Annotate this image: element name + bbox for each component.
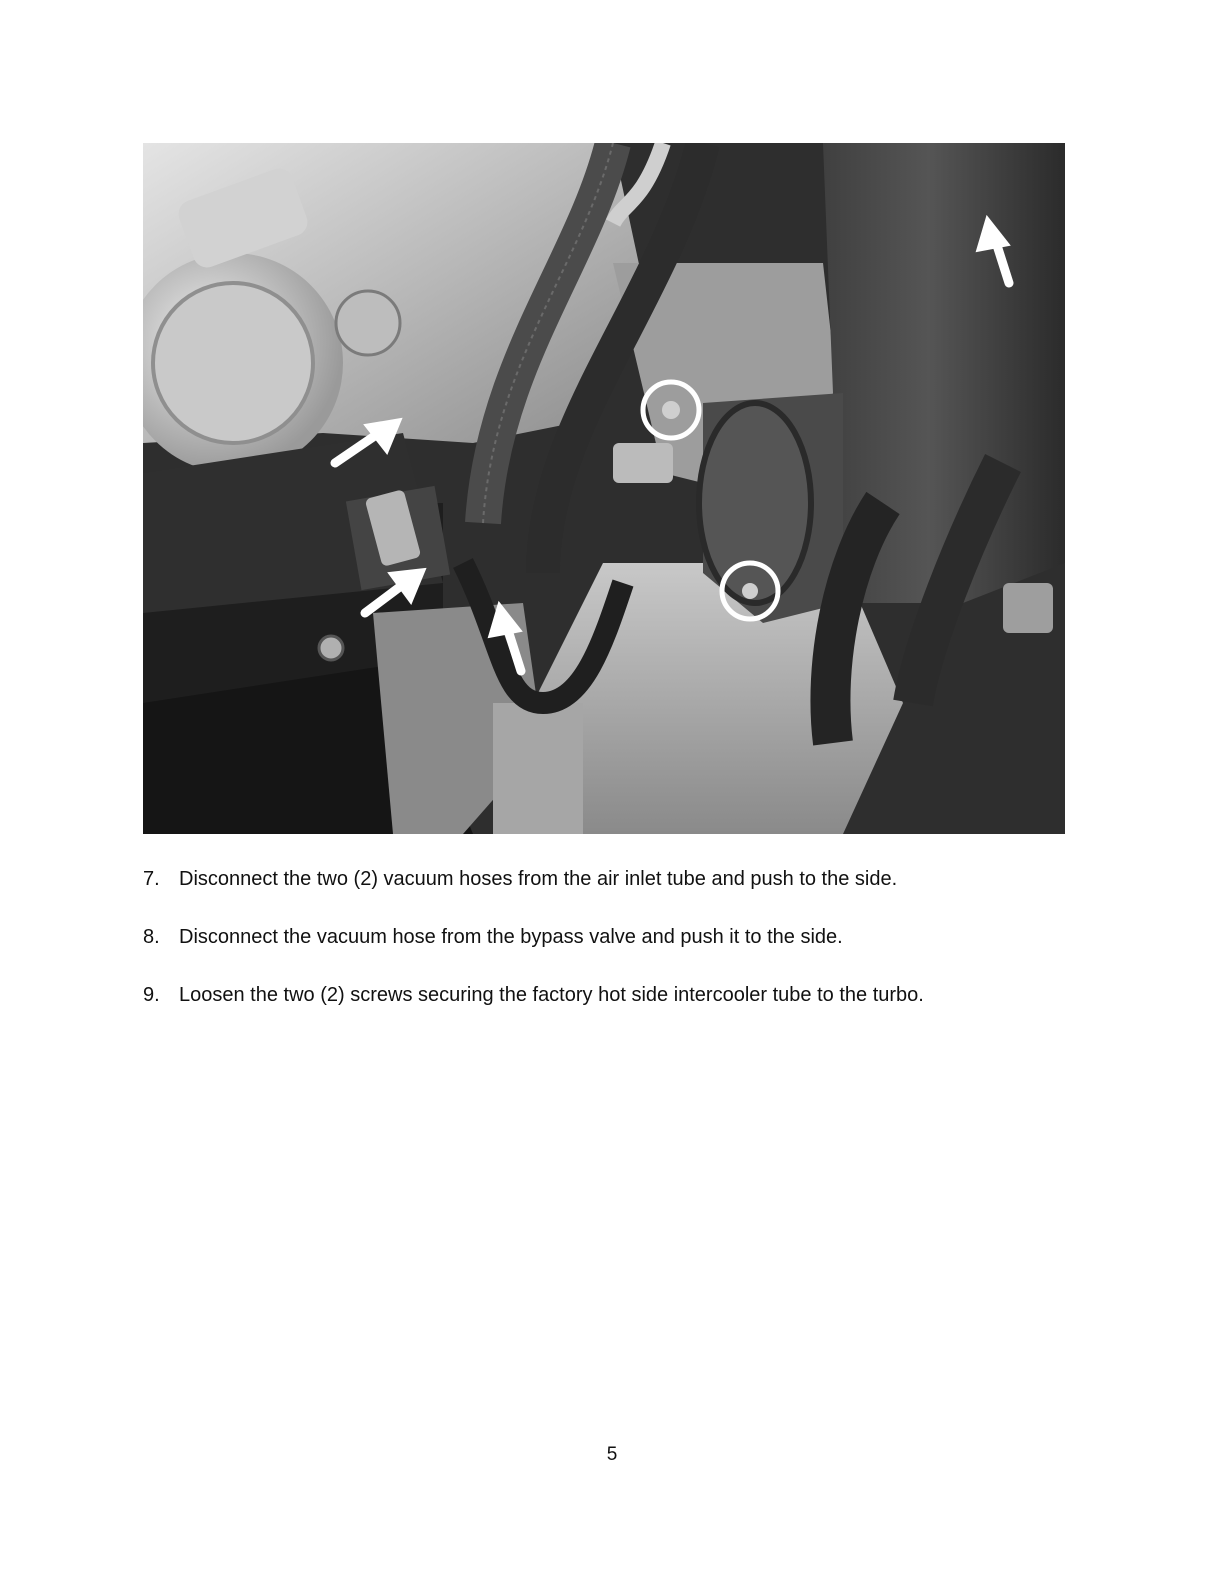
step-text: Disconnect the vacuum hose from the bypass valve and push it to the side. — [179, 926, 843, 948]
instruction-steps — [143, 862, 1083, 1036]
step-text: Loosen the two (2) screws securing the factory hot side intercooler tube to the turbo. — [179, 984, 924, 1006]
step-text: Disconnect the two (2) vacuum hoses from the air inlet tube and push to the side. — [179, 868, 898, 890]
page-number: 5 — [606, 1444, 618, 1465]
step-number: 8. — [143, 926, 160, 948]
step-item — [143, 920, 1083, 954]
engine-bay-photo — [143, 143, 1065, 834]
step-number: 7. — [143, 868, 160, 890]
step-item — [143, 862, 1083, 896]
step-item — [143, 978, 1083, 1012]
step-number: 9. — [143, 984, 160, 1006]
